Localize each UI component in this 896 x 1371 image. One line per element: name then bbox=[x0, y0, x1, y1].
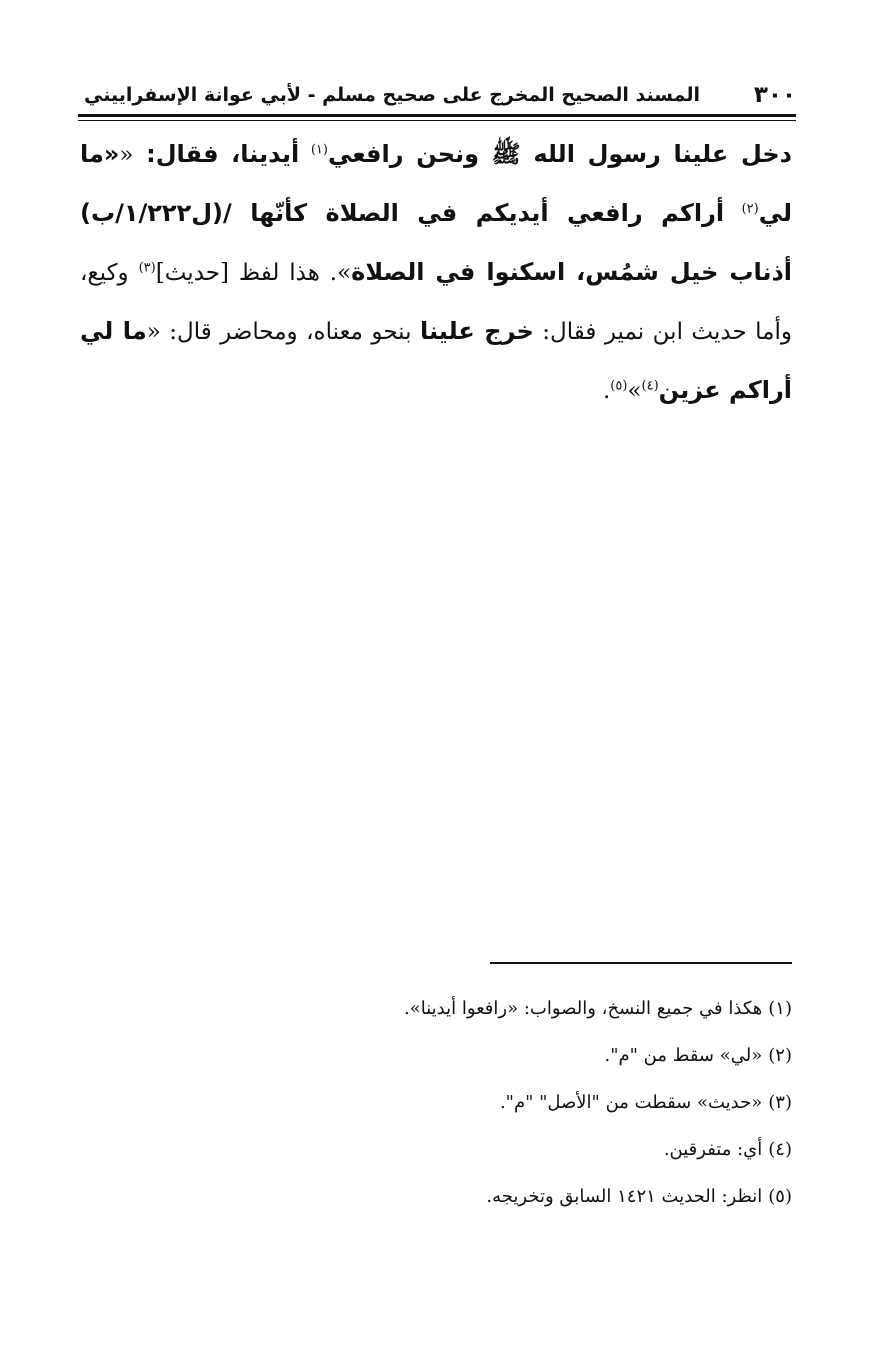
footnote-number: (٣) bbox=[768, 1092, 792, 1113]
footnote-ref-3[interactable]: (٣) bbox=[138, 260, 156, 276]
period: . bbox=[602, 378, 611, 404]
narration-text: بنحو معناه، ومحاضر قال: « bbox=[146, 319, 420, 345]
page-header bbox=[78, 78, 796, 118]
footnotes bbox=[80, 985, 792, 1220]
footnote-ref-5[interactable]: (٥) bbox=[610, 378, 628, 394]
running-title: المسند الصحيح المخرج على صحيح مسلم - لأبي عوانة الإسفراييني bbox=[84, 84, 700, 106]
header-rule-thin bbox=[78, 120, 796, 121]
quote-mark: « bbox=[119, 142, 134, 168]
footnote-number: (٢) bbox=[768, 1045, 792, 1066]
footnote-3 bbox=[80, 1079, 792, 1126]
hadith-text-bold: دخل علينا رسول الله ﷺ ونحن رافعي bbox=[327, 140, 792, 168]
hadith-text-bold: خرج علينا bbox=[419, 317, 534, 345]
footnote-2 bbox=[80, 1032, 792, 1079]
footnote-text: انظر: الحديث ١٤٢١ السابق وتخريجه. bbox=[486, 1186, 763, 1207]
hadith-text-bold: أيدينا، فقال: bbox=[133, 140, 300, 168]
main-paragraph bbox=[80, 125, 792, 420]
narration-text: ». هذا لفظ [حديث] bbox=[155, 260, 352, 286]
footnote-text: «حديث» سقطت من "الأصل" "م". bbox=[499, 1092, 763, 1113]
footnote-ref-4[interactable]: (٤) bbox=[641, 378, 659, 394]
narration-text: وكيع، وأما حديث ابن نمير فقال: bbox=[80, 260, 792, 345]
footnote-ref-1[interactable]: (١) bbox=[310, 142, 328, 158]
header-rule-thick bbox=[78, 114, 796, 117]
quote-mark: » bbox=[627, 378, 642, 404]
hadith-text-bold: «ما لي bbox=[80, 140, 793, 227]
hadith-text-bold: ما لي أراكم عزين bbox=[80, 317, 792, 404]
footnote-number: (٥) bbox=[768, 1186, 792, 1207]
page-number: ٣٠٠ bbox=[753, 82, 796, 108]
footnote-number: (١) bbox=[768, 998, 792, 1019]
footnote-1 bbox=[80, 985, 792, 1032]
footnote-separator bbox=[490, 962, 792, 964]
footnote-text: أي: متفرقين. bbox=[663, 1139, 763, 1160]
footnote-text: هكذا في جميع النسخ، والصواب: «رافعوا أيدينا». bbox=[403, 998, 763, 1019]
footnote-text: «لي» سقط من "م". bbox=[604, 1045, 763, 1066]
hadith-text-bold: أراكم رافعي أيديكم في الصلاة كأنّها /(ل١/٢٢٢/ب) أذناب خيل شمُس، اسكنوا في الصلاة bbox=[80, 199, 793, 286]
footnote-number: (٤) bbox=[768, 1139, 792, 1160]
footnote-5 bbox=[80, 1173, 792, 1220]
main-text bbox=[80, 125, 792, 420]
footnote-ref-2[interactable]: (٢) bbox=[741, 201, 759, 217]
footnote-4 bbox=[80, 1126, 792, 1173]
